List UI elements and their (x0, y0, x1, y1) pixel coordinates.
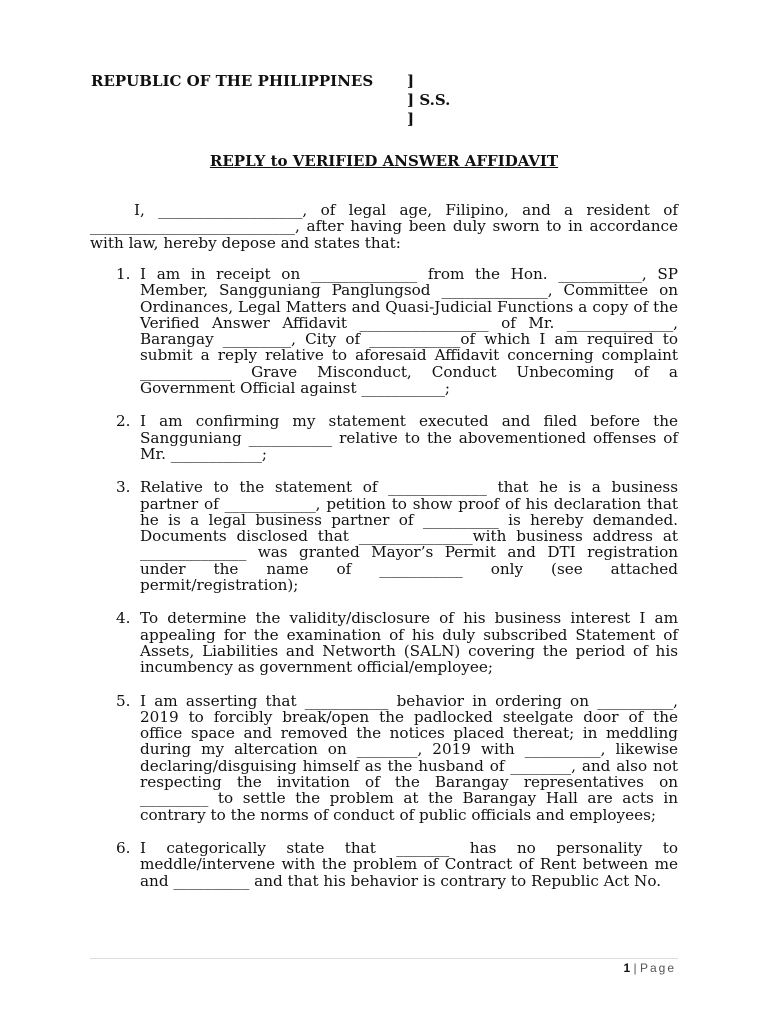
item-number: 6. (116, 838, 131, 857)
item-text: Relative to the statement of _____________ that he is a business partner of ____________, petition to show proof of his declaration that he is a legal business partner of __________ is hereby demanded. Documents disclosed that _______________with business address at ______________ was granted Mayor’s Permit and DTI registration under the name of ___________ only (see attached permit/registration); (140, 478, 678, 595)
venue-ss: ] S.S. (407, 91, 451, 109)
list-item (90, 266, 678, 396)
item-text: I am confirming my statement executed and filed before the Sangguniang ___________ relative to the abovementioned offenses of Mr. ____________; (140, 412, 678, 463)
page-separator: | (633, 961, 637, 975)
intro-paragraph: I, ___________________, of legal age, Filipino, and a resident of ___________________________, after having been duly sworn to in accordance with law, hereby depose and states that: (90, 201, 678, 252)
item-number: 1. (116, 265, 131, 283)
venue-header (91, 72, 450, 129)
numbered-statements (90, 266, 678, 906)
page-number: 1 (623, 961, 631, 975)
list-item (90, 693, 678, 823)
page-label: Page (639, 961, 676, 975)
item-text: I am asserting that ___________ behavior in ordering on __________, 2019 to forcibly break/open the padlocked steelgate door of the office space and removed the notices placed thereat; in meddling during my altercation on ________, 2019 with __________, likewise declaring/disguising himself as the husband of ________, and also not respecting the invitation of the Barangay representatives on _________ to settle the problem at the Barangay Hall are acts in contrary to the norms of conduct of public officials and employees; (140, 691, 678, 824)
footer-divider (90, 958, 678, 959)
document-title: REPLY to VERIFIED ANSWER AFFIDAVIT (209, 152, 559, 170)
list-item (90, 479, 678, 593)
item-text: I am in receipt on ______________ from the Hon. ___________, SP Member, Sangguniang Panglungsod ______________, Committee on Ordinances, Legal Matters and Quasi-Judicial Functions a copy of the Verified Answer Affidavit _________________ of Mr. ______________, Barangay _________, City of ____________of which I am required to submit a reply relative to aforesaid Affidavit concerning complaint ____________ Grave Misconduct, Conduct Unbecoming of a Government Official against ___________; (140, 265, 678, 398)
item-text: To determine the validity/disclosure of his business interest I am appealing for the examination of his duly subscribed Statement of Assets, Liabilities and Networth (SALN) covering the period of his incumbency as government official/employee; (140, 609, 678, 677)
item-number: 5. (116, 691, 131, 710)
venue-bracket-3: ] (407, 110, 415, 128)
list-item (90, 610, 678, 675)
venue-republic: REPUBLIC OF THE PHILIPPINES (91, 72, 374, 90)
item-text: I categorically state that _______ has no personality to meddle/intervene with the problem of Contract of Rent between me and __________ and that his behavior is contrary to Republic Act No. (140, 838, 678, 890)
item-number: 3. (116, 478, 131, 497)
venue-bracket-1: ] (407, 72, 415, 90)
item-number: 2. (116, 412, 131, 431)
page-footer (623, 960, 676, 976)
list-item (90, 413, 678, 462)
list-item (90, 840, 678, 889)
item-number: 4. (116, 609, 131, 628)
